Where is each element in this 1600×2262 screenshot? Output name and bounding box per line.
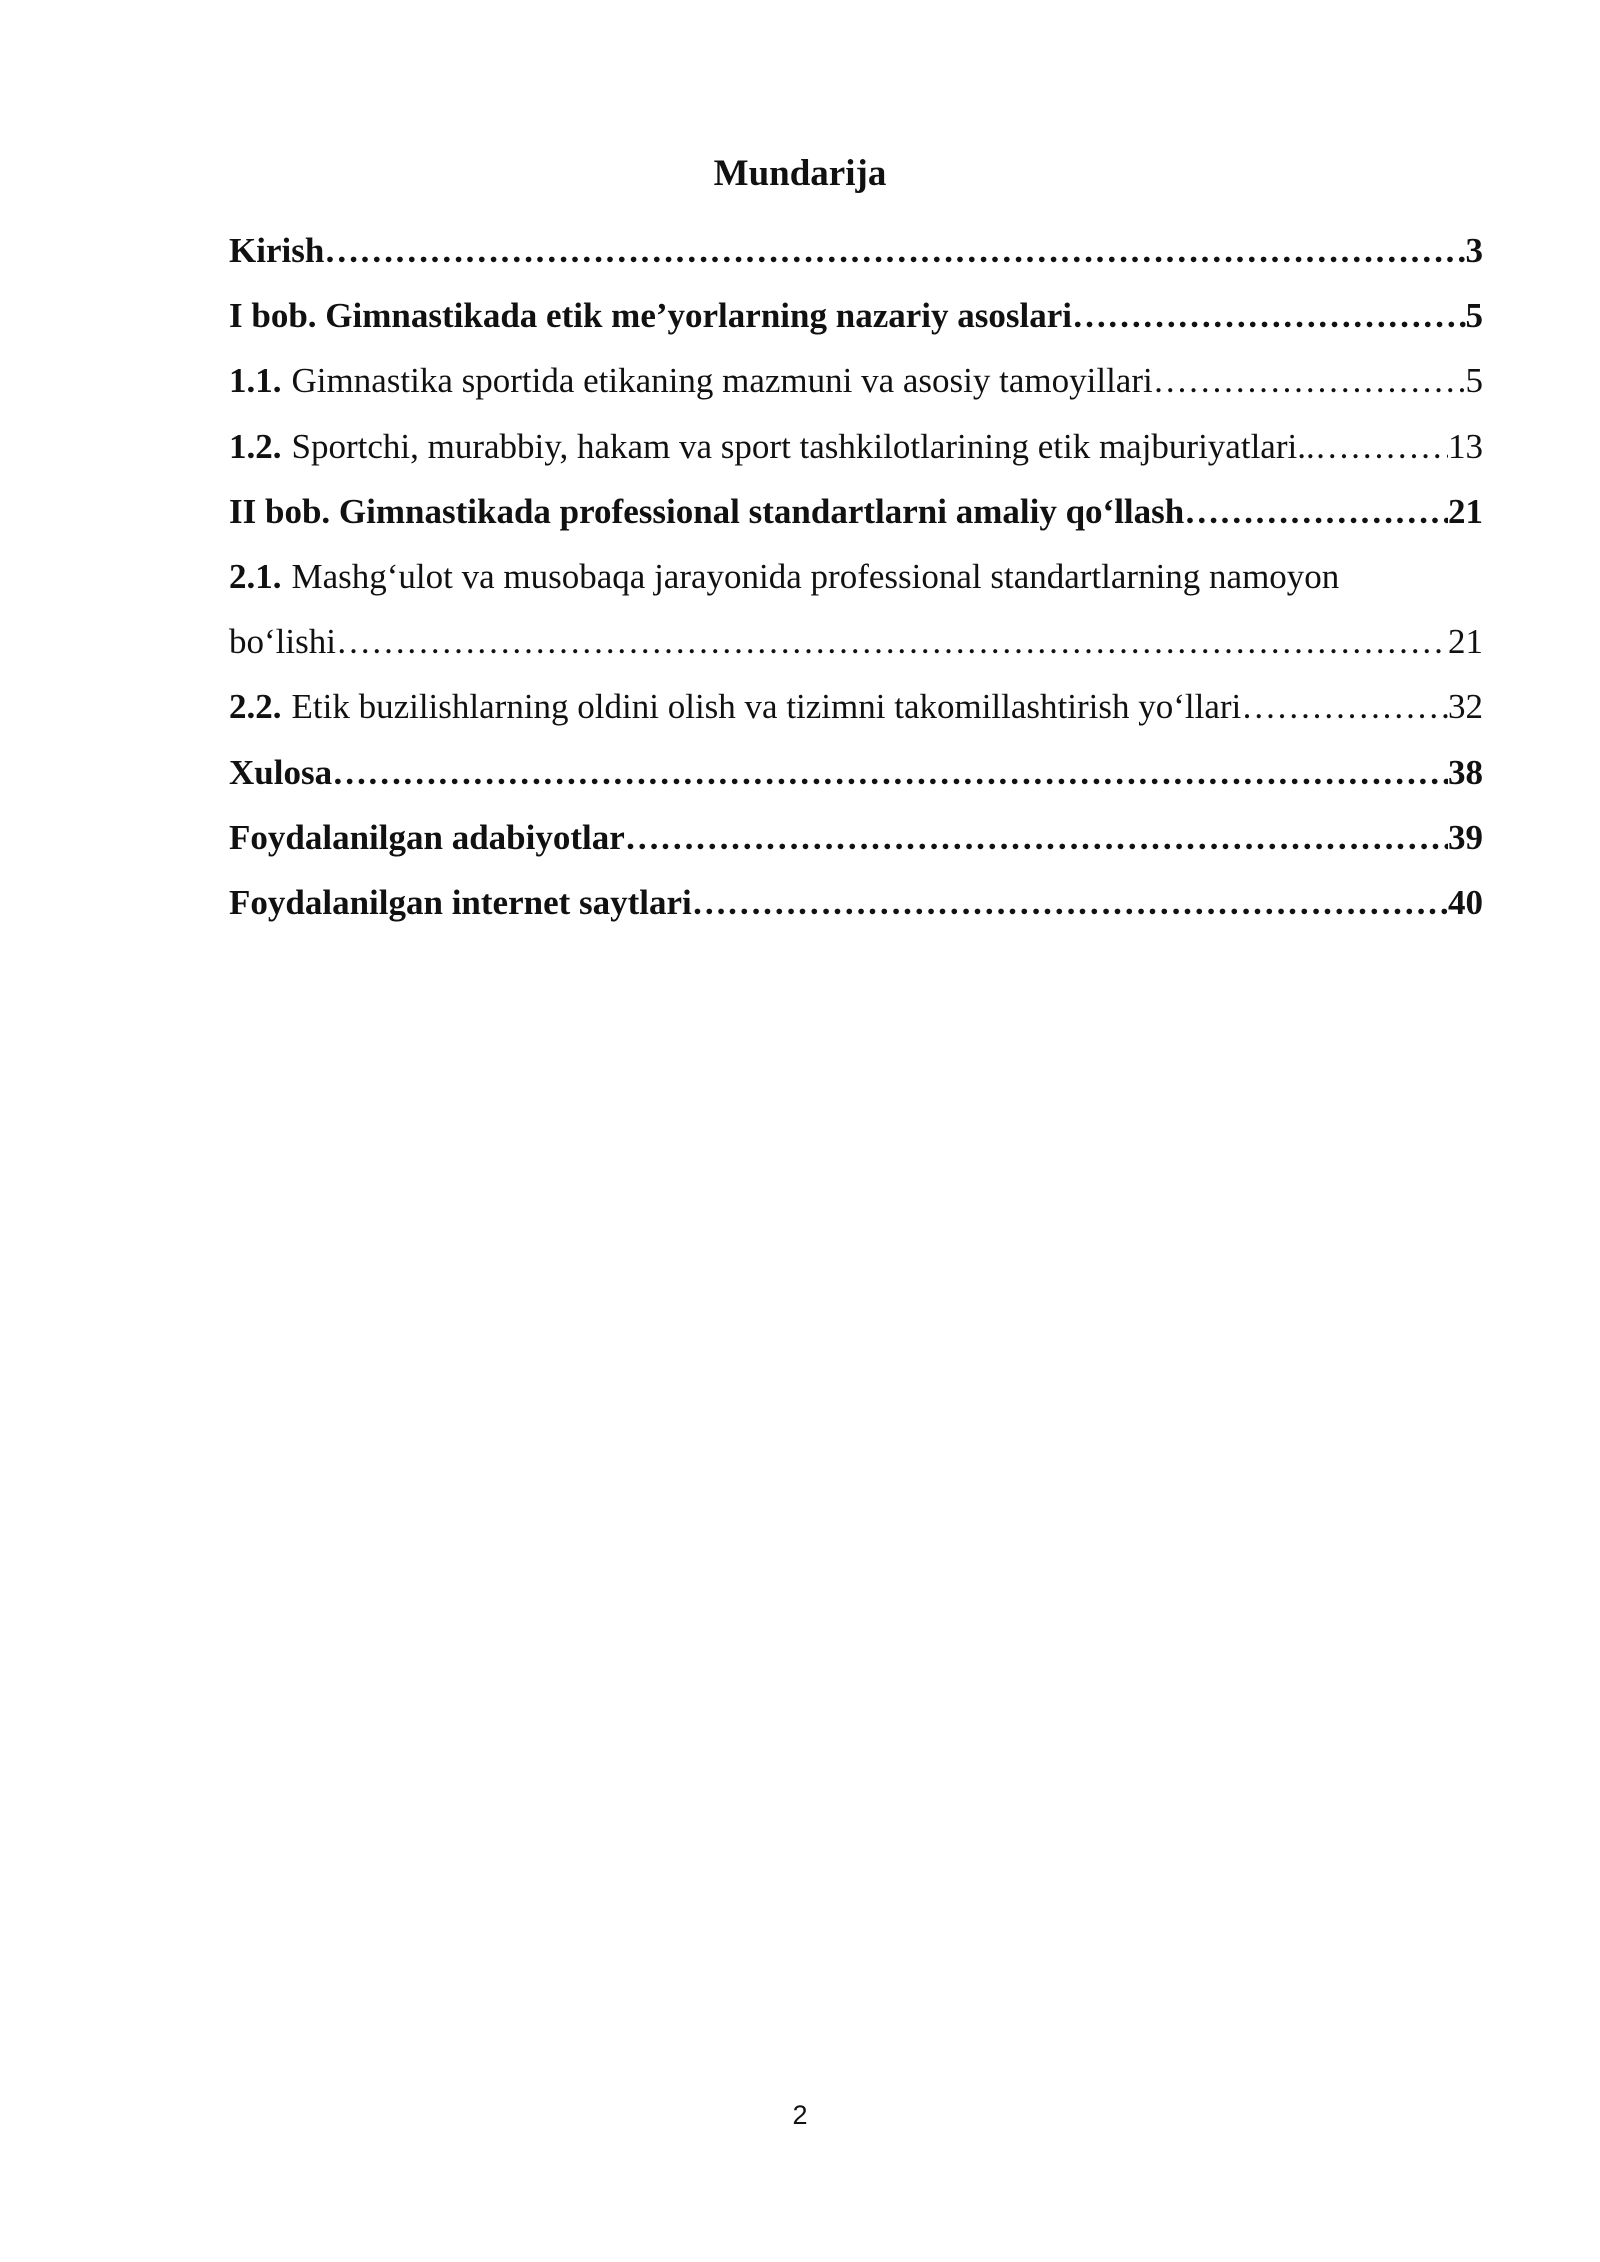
toc-entry-chapter-1[interactable] <box>229 283 1483 348</box>
toc-entry-number: 1.2. <box>229 426 282 466</box>
dot-leader <box>1072 283 1466 348</box>
toc-entry-page: 3 <box>1465 231 1483 270</box>
dot-leader <box>625 805 1448 870</box>
toc-entry-page: 5 <box>1465 361 1483 401</box>
toc-entry-page: 39 <box>1448 817 1483 857</box>
toc-entry-section-2-1-continued[interactable] <box>229 609 1483 674</box>
toc-entry-label: II bob. Gimnastikada professional standartlarni amaliy qo‘llash <box>229 491 1185 531</box>
toc-entry-label-continuation: bo‘lishi <box>229 622 336 662</box>
toc-entry-number: 2.1. <box>229 556 282 596</box>
toc-entry-page: 13 <box>1448 426 1483 466</box>
toc-entry-label: Etik buzilishlarning oldini olish va tizimni takomillashtirish yo‘llari <box>291 687 1242 727</box>
toc-entry-page: 5 <box>1465 296 1483 336</box>
toc-entry-page: 32 <box>1448 687 1483 727</box>
page-title: Mundarija <box>713 153 887 194</box>
toc-entry-references[interactable] <box>229 805 1483 870</box>
toc-entry-page: 40 <box>1448 882 1483 922</box>
toc-entry-internet-sites[interactable] <box>229 870 1483 935</box>
toc-entry-page: 38 <box>1448 752 1483 792</box>
dot-leader <box>1153 348 1466 413</box>
toc-entry-number: 2.2. <box>229 687 282 727</box>
toc-entry-number: 1.1. <box>229 361 282 401</box>
toc-entry-label: Kirish <box>229 231 325 270</box>
toc-entry-section-2-2[interactable] <box>229 674 1483 739</box>
toc-entry-page: 21 <box>1448 622 1483 662</box>
toc-entry-label: Foydalanilgan internet saytlari <box>229 882 692 922</box>
toc-entry-chapter-2[interactable] <box>229 479 1483 544</box>
dot-leader <box>1184 479 1448 544</box>
toc-entry-section-1-2[interactable] <box>229 414 1483 479</box>
dot-leader <box>1241 674 1448 739</box>
dot-leader <box>1315 414 1448 479</box>
dot-leader <box>336 609 1448 674</box>
table-of-contents <box>229 218 1483 935</box>
toc-entry-label: Mashg‘ulot va musobaqa jarayonida professional standartlarning namoyon <box>291 556 1340 596</box>
toc-entry-kirish[interactable] <box>229 218 1483 283</box>
toc-entry-label: Gimnastika sportida etikaning mazmuni va asosiy tamoyillari <box>291 361 1153 401</box>
toc-entry-section-2-1[interactable] <box>229 544 1483 609</box>
toc-entry-label: I bob. Gimnastikada etik me’yorlarning nazariy asoslari <box>229 296 1072 336</box>
toc-entry-label: Xulosa <box>229 752 333 792</box>
dot-leader <box>324 218 1465 283</box>
toc-entry-xulosa[interactable] <box>229 740 1483 805</box>
toc-entry-page: 21 <box>1448 491 1483 531</box>
page-number: 2 <box>792 2100 808 2130</box>
toc-entry-label: Foydalanilgan adabiyotlar <box>229 817 625 857</box>
toc-entry-section-1-1[interactable] <box>229 348 1483 413</box>
toc-entry-label: Sportchi, murabbiy, hakam va sport tashkilotlarining etik majburiyatlari.. <box>291 426 1315 466</box>
dot-leader <box>692 870 1448 935</box>
dot-leader <box>332 740 1448 805</box>
